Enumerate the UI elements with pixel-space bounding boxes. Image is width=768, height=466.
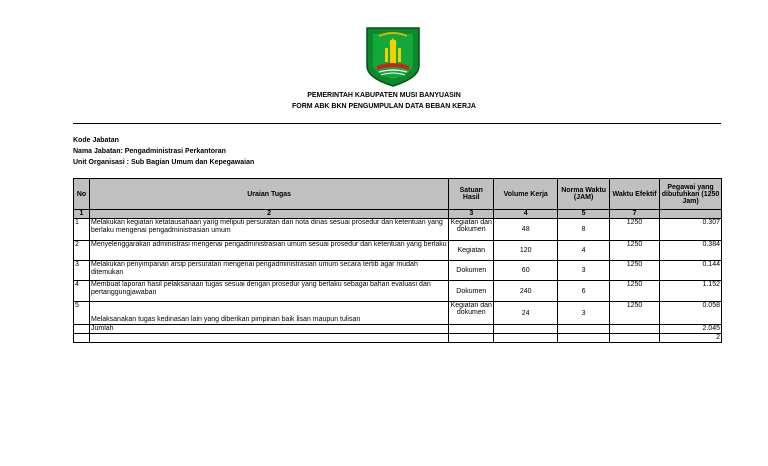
- jumlah-label: Jumlah: [89, 325, 448, 334]
- table-row: [74, 302, 722, 325]
- row-uraian: Melaksanakan tugas kedinasan lain yang diberikan pimpinan baik lisan maupun tulisan: [89, 302, 448, 325]
- row-waktu: 1250: [610, 261, 660, 281]
- info-unit-organisasi: Unit Organisasi : Sub Bagian Umum dan Kepegawaian: [73, 159, 255, 166]
- col-number: 3: [449, 210, 494, 219]
- col-header-no: No: [74, 179, 90, 210]
- row-waktu: 1250: [610, 281, 660, 302]
- col-number: 4: [494, 210, 558, 219]
- row-volume: 24: [494, 302, 558, 325]
- row-pegawai: 0.144: [660, 261, 722, 281]
- col-header-norma: Norma Waktu (JAM): [558, 179, 610, 210]
- row-no: 1: [74, 219, 90, 241]
- row-volume: 240: [494, 281, 558, 302]
- row-uraian: Melakukan kegiatan ketatausahaan yang meliputi persuratan dan nota dinas sesuai prosedur dan ketentuan yang berlaku mengenai pengadministrasian umum: [89, 219, 448, 241]
- row-satuan: Kegiatan: [449, 241, 494, 261]
- row-pegawai: 0.058: [660, 302, 722, 325]
- row-waktu: 1250: [610, 241, 660, 261]
- row-uraian: Melakukan penyimpanan arsip persuratan mengenai pengadministrasian umum secara tertib agar mudah ditemukan: [89, 261, 448, 281]
- column-number-row: [74, 210, 722, 219]
- total-value: 2: [660, 334, 722, 343]
- table-row: [74, 281, 722, 302]
- header-form-title: FORM ABK BKN PENGUMPULAN DATA BEBAN KERJA: [292, 103, 476, 110]
- table-row: [74, 241, 722, 261]
- col-header-volume: Volume Kerja: [494, 179, 558, 210]
- col-header-satuan: Satuan Hasil: [449, 179, 494, 210]
- row-no: 2: [74, 241, 90, 261]
- beban-kerja-table: [73, 178, 722, 343]
- row-waktu: 1250: [610, 302, 660, 325]
- row-satuan: Kegiatan dan dokumen: [449, 219, 494, 241]
- col-number: 7: [610, 210, 660, 219]
- col-number: 2: [89, 210, 448, 219]
- row-volume: 120: [494, 241, 558, 261]
- regency-emblem-logo: [365, 26, 421, 88]
- table-row: [74, 261, 722, 281]
- col-header-uraian: Uraian Tugas: [89, 179, 448, 210]
- row-satuan: Kegiatan dan dokumen: [449, 302, 494, 325]
- row-volume: 60: [494, 261, 558, 281]
- row-volume: 48: [494, 219, 558, 241]
- row-pegawai: 0.307: [660, 219, 722, 241]
- row-uraian: Membuat laporan hasil pelaksanaan tugas sesuai dengan prosedur yang berlaku sebagai bahan evaluasi dan pertanggungjawaban: [89, 281, 448, 302]
- col-number: 1: [74, 210, 90, 219]
- info-nama-jabatan: Nama Jabatan: Pengadministrasi Perkantoran: [73, 148, 226, 155]
- row-norma: 3: [558, 302, 610, 325]
- row-uraian: Menyelenggarakan administrasi mengenai pengadministrasian umum sesuai prosedur dan ketentuan yang berlaku: [89, 241, 448, 261]
- col-header-pegawai: Pegawai yang dibutuhkan (1250 Jam): [660, 179, 722, 210]
- row-satuan: Dokumen: [449, 281, 494, 302]
- row-no: 3: [74, 261, 90, 281]
- jumlah-value: 2.045: [660, 325, 722, 334]
- table-header-row: [74, 179, 722, 210]
- header-government-name: PEMERINTAH KABUPATEN MUSI BANYUASIN: [307, 92, 461, 99]
- row-norma: 6: [558, 281, 610, 302]
- row-norma: 4: [558, 241, 610, 261]
- row-norma: 8: [558, 219, 610, 241]
- row-satuan: Dokumen: [449, 261, 494, 281]
- jumlah-row: [74, 325, 722, 334]
- row-pegawai: 0.384: [660, 241, 722, 261]
- row-no: 4: [74, 281, 90, 302]
- col-number: [660, 210, 722, 219]
- row-no: 5: [74, 302, 90, 325]
- header-divider: [73, 123, 721, 124]
- total-row: [74, 334, 722, 343]
- row-norma: 3: [558, 261, 610, 281]
- col-header-waktu: Waktu Efektif: [610, 179, 660, 210]
- row-pegawai: 1.152: [660, 281, 722, 302]
- info-kode-jabatan: Kode Jabatan: [73, 137, 119, 144]
- row-waktu: 1250: [610, 219, 660, 241]
- table-row: [74, 219, 722, 241]
- col-number: 5: [558, 210, 610, 219]
